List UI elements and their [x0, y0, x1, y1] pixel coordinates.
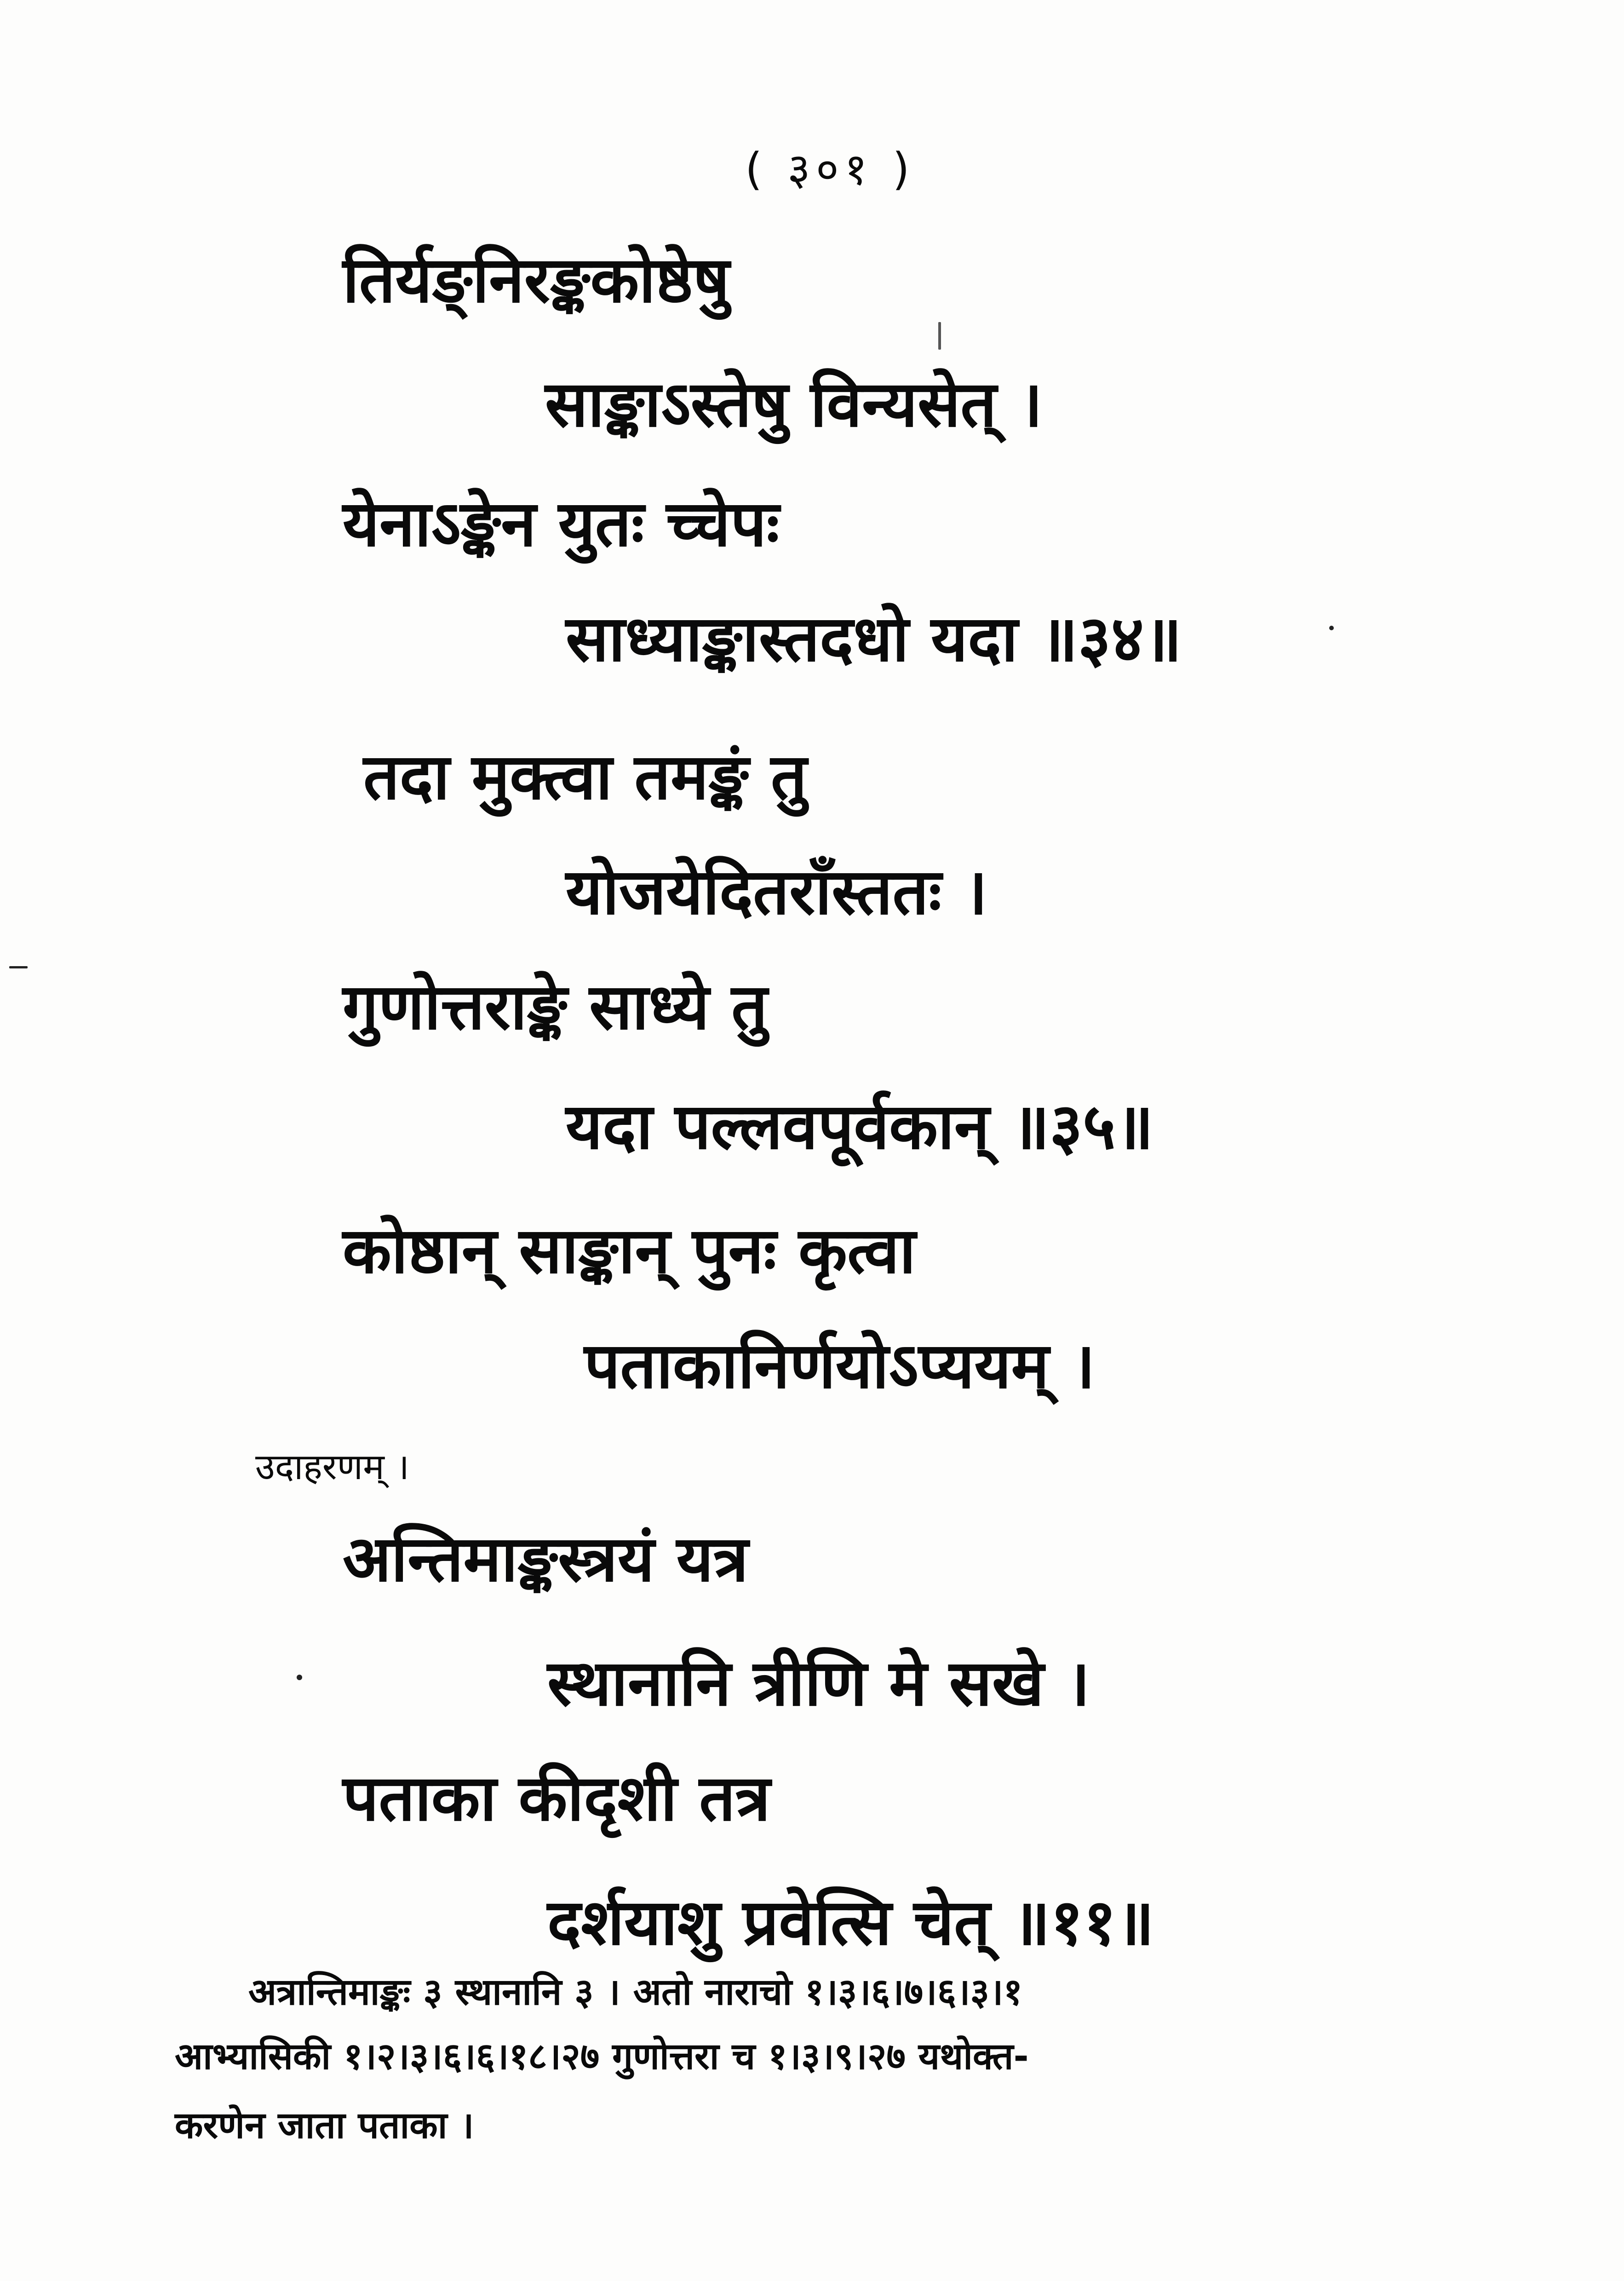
note-line: करणेन जाता पताका ।	[175, 2104, 474, 2147]
example-verse-line: स्थानानि त्रीणि मे सखे ।	[547, 1646, 1090, 1720]
example-verse-line: दर्शयाशु प्रवेत्सि चेत् ॥११॥	[547, 1885, 1154, 1959]
scan-speck	[938, 322, 941, 350]
note-line: आभ्यासिकी १।२।३।६।६।१८।२७ गुणोत्तरा च १।३।९।२७ यथोक्त-	[175, 2035, 1029, 2078]
example-verse-line: अन्तिमाङ्कस्त्रयं यत्र	[343, 1522, 749, 1596]
verse-line: तिर्यङ्निरङ्ककोष्ठेषु	[343, 243, 730, 317]
verse-line: योजयेदितराँस्ततः ।	[566, 855, 988, 929]
scan-speck	[297, 1675, 302, 1680]
verse-line: कोष्ठान् साङ्कान् पुनः कृत्वा	[343, 1214, 916, 1288]
note-line: अत्रान्तिमाङ्कः ३ स्थानानि ३ । अतो नाराचो १।३।६।७।६।३।१	[248, 1970, 1023, 2013]
verse-line: यदा पल्लवपूर्वकान् ॥३५॥	[566, 1089, 1154, 1164]
example-verse-line: पताका कीदृशी तत्र	[343, 1761, 771, 1835]
verse-line: तदा मुक्त्वा तमङ्कं तु	[363, 740, 807, 814]
verse-line: साध्याङ्कास्तदधो यदा ॥३४॥	[566, 602, 1182, 676]
scan-speck	[9, 966, 28, 968]
verse-line: येनाऽङ्केन युतः च्चेपः	[343, 487, 780, 561]
scan-speck	[1329, 626, 1334, 630]
page-number: ( ३०१ )	[745, 144, 915, 195]
verse-line: पताकानिर्णयोऽप्ययम् ।	[584, 1329, 1096, 1403]
example-heading: उदाहरणम् ।	[255, 1446, 410, 1488]
verse-line: साङ्काऽस्तेषु विन्यसेत् ।	[545, 367, 1043, 441]
verse-line: गुणोत्तराङ्के साध्ये तु	[343, 970, 768, 1044]
